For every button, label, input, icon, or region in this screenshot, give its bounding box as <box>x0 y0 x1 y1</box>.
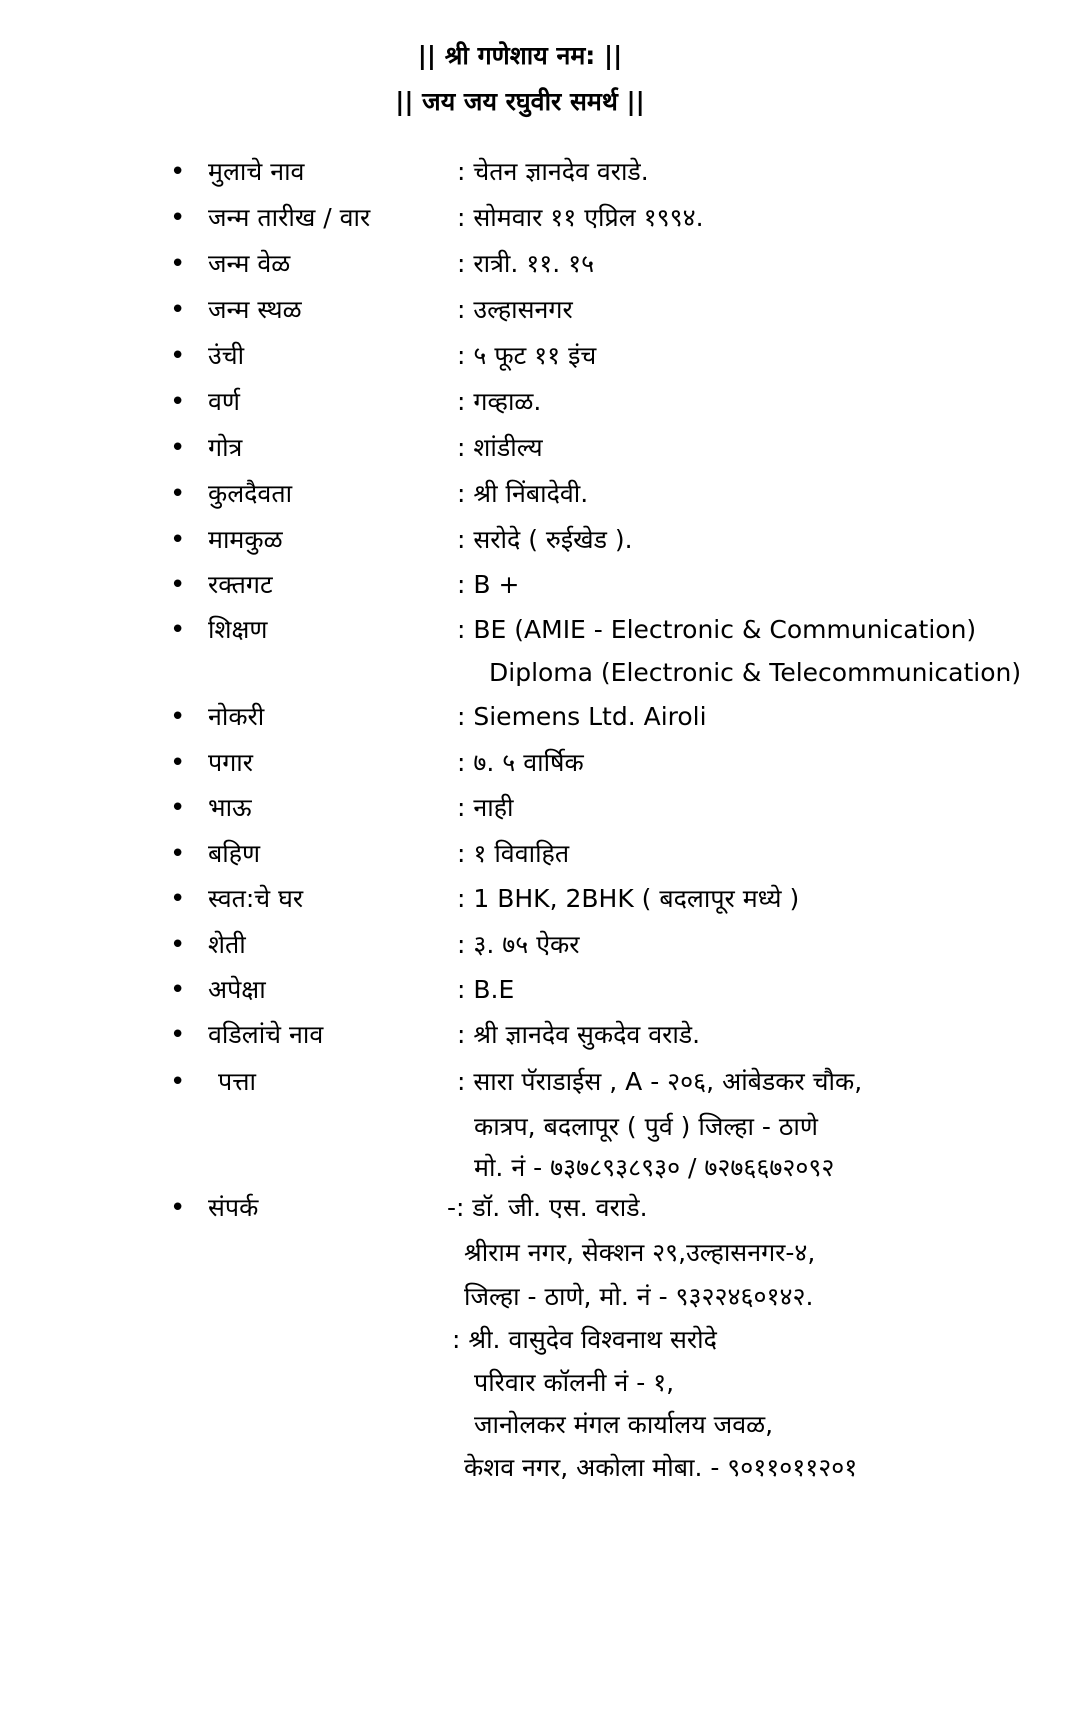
field-value: : उल्हासनगर <box>457 295 573 324</box>
field-value: : B + <box>457 570 520 599</box>
field-value: -: डॉ. जी. एस. वराडे. <box>447 1193 648 1222</box>
field-value-continuation: Diploma (Electronic & Telecommunication) <box>489 658 1022 687</box>
field-value: : BE (AMIE - Electronic & Communication) <box>457 615 977 644</box>
field-label: गोत्र <box>208 433 243 462</box>
field-value: : सारा पॅराडाईस , A - २०६, आंबेडकर चौक, <box>457 1067 863 1096</box>
field-label: शिक्षण <box>208 615 268 644</box>
field-value: : ५ फूट ११ इंच <box>457 341 597 370</box>
list-item <box>0 426 1080 470</box>
field-value: : Siemens Ltd. Airoli <box>457 702 707 731</box>
field-label: भाऊ <box>208 793 252 822</box>
field-value: : शांडील्य <box>457 433 543 462</box>
field-label: रक्तगट <box>208 570 273 599</box>
bullet-icon: • <box>170 1020 186 1050</box>
field-value: : श्री निंबादेवी. <box>457 479 589 508</box>
field-label: पत्ता <box>218 1067 256 1096</box>
field-label: उंची <box>208 341 245 370</box>
field-label: कुलदैवता <box>208 479 293 508</box>
bullet-icon: • <box>170 479 186 509</box>
field-label: पगार <box>208 748 253 777</box>
field-value-continuation: कात्रप, बदलापूर ( पुर्व ) जिल्हा - ठाणे <box>474 1112 818 1141</box>
field-label: वडिलांचे नाव <box>208 1020 324 1049</box>
bullet-icon: • <box>170 793 186 823</box>
list-item <box>0 608 1080 652</box>
field-value: : श्री ज्ञानदेव सुकदेव वराडे. <box>457 1020 701 1049</box>
list-item <box>0 741 1080 785</box>
list-item <box>0 695 1080 739</box>
list-item <box>0 923 1080 967</box>
list-item <box>0 877 1080 921</box>
bullet-icon: • <box>170 249 186 279</box>
field-value: : B.E <box>457 975 515 1004</box>
list-item <box>0 1013 1080 1057</box>
bullet-icon: • <box>170 839 186 869</box>
field-value: : ३. ७५ ऐकर <box>457 930 580 959</box>
field-label: नोकरी <box>208 702 265 731</box>
bullet-icon: • <box>170 975 186 1005</box>
field-value: : रात्री. ११. १५ <box>457 249 595 278</box>
field-value-continuation: जिल्हा - ठाणे, मो. नं - ९३२२४६०१४२. <box>464 1282 814 1311</box>
list-item <box>0 288 1080 332</box>
list-item <box>0 1060 1080 1104</box>
list-item <box>0 334 1080 378</box>
list-item <box>0 563 1080 607</box>
field-value: : सोमवार ११ एप्रिल १९९४. <box>457 203 704 232</box>
field-value-continuation: जानोलकर मंगल कार्यालय जवळ, <box>474 1410 774 1439</box>
bullet-icon: • <box>170 702 186 732</box>
bullet-icon: • <box>170 1193 186 1223</box>
bullet-icon: • <box>170 930 186 960</box>
field-label: मुलाचे नाव <box>208 157 305 186</box>
list-item <box>0 472 1080 516</box>
bullet-icon: • <box>170 570 186 600</box>
bullet-icon: • <box>170 295 186 325</box>
bullet-icon: • <box>170 615 186 645</box>
list-item <box>0 518 1080 562</box>
field-value: : नाही <box>457 793 514 822</box>
field-value-continuation: श्रीराम नगर, सेक्शन २९,उल्हासनगर-४, <box>464 1238 816 1267</box>
list-item <box>0 968 1080 1012</box>
list-item <box>0 832 1080 876</box>
bullet-icon: • <box>170 157 186 187</box>
field-value-continuation: : श्री. वासुदेव विश्वनाथ सरोदे <box>452 1325 717 1354</box>
list-item <box>0 150 1080 194</box>
field-label: वर्ण <box>208 387 240 416</box>
field-label: बहिण <box>208 839 261 868</box>
bullet-icon: • <box>170 203 186 233</box>
field-value: : सरोदे ( रुईखेड ). <box>457 525 633 554</box>
field-label: जन्म तारीख / वार <box>208 203 371 232</box>
field-value: : ७. ५ वार्षिक <box>457 748 584 777</box>
bullet-icon: • <box>170 433 186 463</box>
field-label: संपर्क <box>208 1193 259 1222</box>
field-label: जन्म वेळ <box>208 249 291 278</box>
field-value-continuation: मो. नं - ७३७८९३८९३० / ७२७६६७२०९२ <box>474 1153 835 1182</box>
header-line-1: || श्री गणेशाय नम: || <box>417 41 623 70</box>
list-item <box>0 242 1080 286</box>
field-value: : 1 BHK, 2BHK ( बदलापूर मध्ये ) <box>457 884 800 913</box>
field-label: जन्म स्थळ <box>208 295 302 324</box>
list-item <box>0 196 1080 240</box>
bullet-icon: • <box>170 387 186 417</box>
field-value: : १ विवाहित <box>457 839 570 868</box>
field-value-continuation: केशव नगर, अकोला मोबा. - ९०११०११२०१ <box>464 1453 858 1482</box>
field-value-continuation: परिवार कॉलनी नं - १, <box>474 1368 675 1397</box>
field-label: अपेक्षा <box>208 975 266 1004</box>
bullet-icon: • <box>170 341 186 371</box>
field-value: : गव्हाळ. <box>457 387 542 416</box>
field-value: : चेतन ज्ञानदेव वराडे. <box>457 157 649 186</box>
bullet-icon: • <box>170 884 186 914</box>
list-item <box>0 1186 1080 1230</box>
field-label: मामकुळ <box>208 525 283 554</box>
bullet-icon: • <box>170 748 186 778</box>
bullet-icon: • <box>170 525 186 555</box>
field-label: शेती <box>208 930 246 959</box>
list-item <box>0 380 1080 424</box>
bullet-icon: • <box>170 1067 186 1097</box>
list-item <box>0 786 1080 830</box>
field-label: स्वत:चे घर <box>208 884 304 913</box>
header-line-2: || जय जय रघुवीर समर्थ || <box>395 87 645 116</box>
